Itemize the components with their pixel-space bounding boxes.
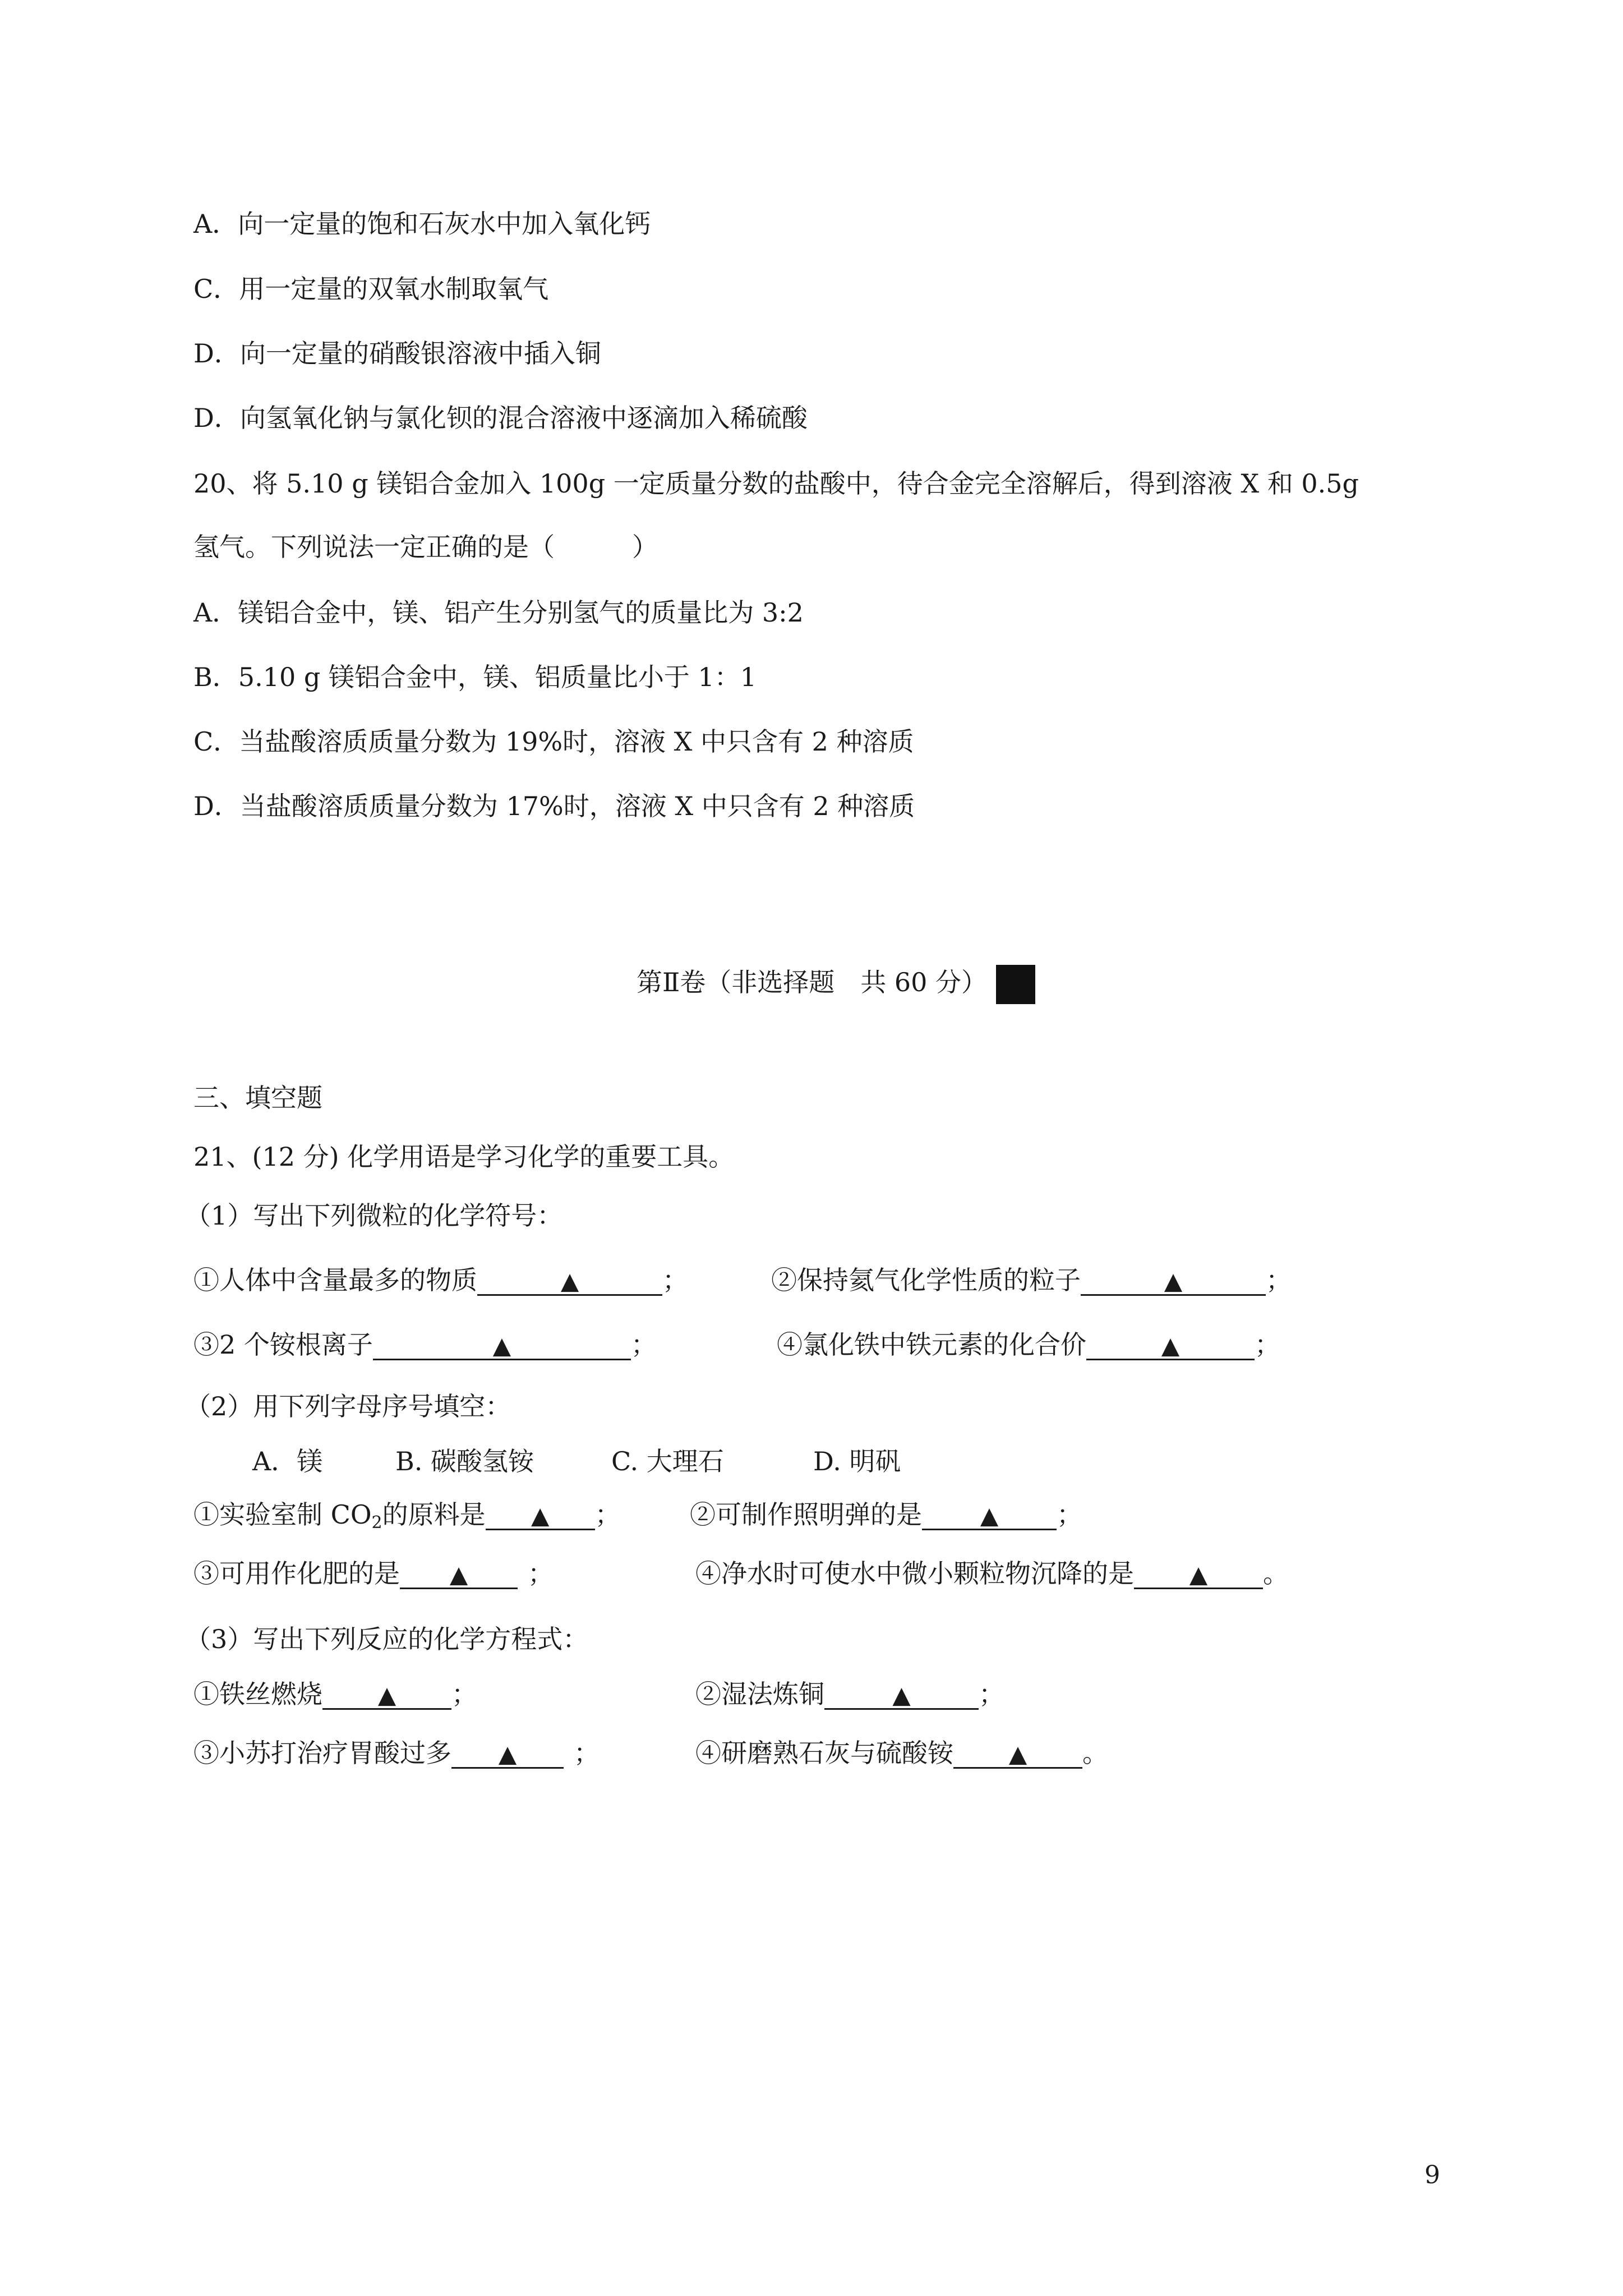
triangle-icon: ▲ — [531, 1502, 550, 1529]
q21-part2-item3-label: ③可用作化肥的是 — [193, 1558, 400, 1589]
punctuation: ； — [1266, 1265, 1292, 1295]
page-number: 9 — [1424, 2161, 1440, 2189]
triangle-icon: ▲ — [1164, 1267, 1183, 1295]
punctuation: ； — [574, 1738, 600, 1768]
q21-part1-item1-label: ①人体中含量最多的物质 — [193, 1265, 477, 1295]
q21-part3-item2-label: ②湿法炼铜 — [695, 1679, 824, 1709]
q21-part3-item3 — [193, 1738, 600, 1769]
q21-part2-item1-label — [193, 1499, 486, 1533]
q19-option-c: C．用一定量的双氧水制取氧气 — [193, 274, 549, 304]
answer-blank[interactable] — [400, 1562, 518, 1589]
q21-stem: 21、(12 分) 化学用语是学习化学的重要工具。 — [193, 1142, 735, 1172]
triangle-icon: ▲ — [892, 1681, 911, 1709]
punctuation: 。 — [1082, 1738, 1108, 1768]
punctuation: 。 — [1263, 1558, 1289, 1589]
answer-blank[interactable] — [953, 1741, 1082, 1769]
q21-part2-title: （2）用下列字母序号填空： — [185, 1391, 511, 1421]
q21-part1-item2-label: ②保持氦气化学性质的粒子 — [771, 1265, 1081, 1295]
q21-part1-item1 — [193, 1265, 688, 1296]
answer-blank[interactable] — [922, 1503, 1057, 1530]
q20-stem-line1: 20、将 5.10 g 镁铝合金加入 100g 一定质量分数的盐酸中，待合金完全溶解后，得到溶液 X 和 0.5g — [193, 468, 1359, 499]
q21-part1-item2 — [771, 1265, 1292, 1296]
answer-blank[interactable] — [1086, 1333, 1255, 1360]
triangle-icon: ▲ — [1008, 1740, 1027, 1768]
q21-part1-item3 — [193, 1329, 657, 1360]
punctuation: ； — [1255, 1329, 1280, 1360]
q21-part3-item2 — [695, 1679, 1004, 1710]
black-block-marker — [996, 965, 1035, 1004]
triangle-icon: ▲ — [449, 1561, 468, 1588]
punctuation: ； — [451, 1679, 477, 1709]
item-text: ①实验室制 CO — [193, 1499, 372, 1530]
answer-blank[interactable] — [373, 1333, 631, 1360]
q21-part3-item1 — [193, 1679, 477, 1710]
punctuation: ； — [662, 1265, 688, 1295]
section-title-text: 第Ⅱ卷（非选择题 共 60 分） — [637, 967, 988, 997]
triangle-icon: ▲ — [560, 1267, 579, 1295]
q20-option-b: B．5.10 g 镁铝合金中，镁、铝质量比小于 1：1 — [193, 662, 757, 692]
q21-part2-item2-label: ②可制作照明弹的是 — [690, 1499, 922, 1530]
q21-part3-item1-label: ①铁丝燃烧 — [193, 1679, 322, 1709]
punctuation: ； — [594, 1499, 621, 1530]
q21-part2-choice-a: A．镁 — [252, 1446, 323, 1476]
answer-blank[interactable] — [824, 1682, 979, 1710]
q21-part2-item3 — [193, 1558, 554, 1589]
q19-option-d2: D．向氢氧化钠与氯化钡的混合溶液中逐滴加入稀硫酸 — [193, 403, 808, 433]
punctuation: ； — [979, 1679, 1004, 1709]
answer-blank[interactable] — [486, 1503, 595, 1530]
q21-part3-title: （3）写出下列反应的化学方程式： — [185, 1624, 589, 1654]
answer-blank[interactable] — [1081, 1268, 1266, 1296]
answer-blank[interactable] — [477, 1268, 662, 1296]
q21-part2-item4 — [695, 1558, 1289, 1589]
item-text: 的原料是 — [382, 1499, 486, 1530]
punctuation: ； — [630, 1329, 657, 1360]
q21-part3-item3-label: ③小苏打治疗胃酸过多 — [193, 1738, 451, 1768]
triangle-icon: ▲ — [492, 1332, 511, 1359]
q20-option-c: C．当盐酸溶质质量分数为 19%时，溶液 X 中只含有 2 种溶质 — [193, 726, 914, 757]
q21-part1-item4-label: ④氯化铁中铁元素的化合价 — [777, 1329, 1086, 1360]
subscript: 2 — [371, 1513, 382, 1533]
q21-part3-item4-label: ④研磨熟石灰与硫酸铵 — [695, 1738, 953, 1768]
punctuation: ； — [1057, 1499, 1082, 1530]
triangle-icon: ▲ — [1189, 1561, 1208, 1588]
q19-option-d1: D．向一定量的硝酸银溶液中插入铜 — [193, 338, 601, 369]
punctuation: ； — [528, 1558, 554, 1589]
section-title — [637, 965, 1035, 1004]
q19-option-a: A．向一定量的饱和石灰水中加入氧化钙 — [193, 209, 651, 239]
q21-part2-choice-d: D. 明矾 — [813, 1446, 901, 1476]
q21-part2-item2 — [690, 1499, 1082, 1530]
q21-part3-item4 — [695, 1738, 1108, 1769]
q21-part1-item3-label: ③2 个铵根离子 — [193, 1329, 373, 1360]
q21-part2-choice-b: B. 碳酸氢铵 — [395, 1446, 534, 1476]
answer-blank[interactable] — [322, 1682, 451, 1710]
q21-part2-choice-c: C. 大理石 — [611, 1446, 724, 1476]
q20-stem-line2: 氢气。下列说法一定正确的是（ ） — [193, 532, 658, 562]
q20-option-a: A．镁铝合金中，镁、铝产生分别氢气的质量比为 3:2 — [193, 597, 804, 628]
triangle-icon: ▲ — [980, 1502, 999, 1529]
answer-blank[interactable] — [1134, 1562, 1263, 1589]
section-heading: 三、填空题 — [193, 1083, 322, 1113]
q21-part1-item4 — [777, 1329, 1280, 1360]
triangle-icon: ▲ — [377, 1681, 396, 1709]
answer-blank[interactable] — [451, 1741, 564, 1769]
triangle-icon: ▲ — [498, 1740, 517, 1768]
q21-part2-item4-label: ④净水时可使水中微小颗粒物沉降的是 — [695, 1558, 1134, 1589]
q20-option-d: D．当盐酸溶质质量分数为 17%时，溶液 X 中只含有 2 种溶质 — [193, 791, 915, 821]
q21-part1-title: （1）写出下列微粒的化学符号： — [185, 1200, 563, 1231]
q21-part2-item1 — [193, 1499, 621, 1533]
triangle-icon: ▲ — [1161, 1332, 1180, 1359]
